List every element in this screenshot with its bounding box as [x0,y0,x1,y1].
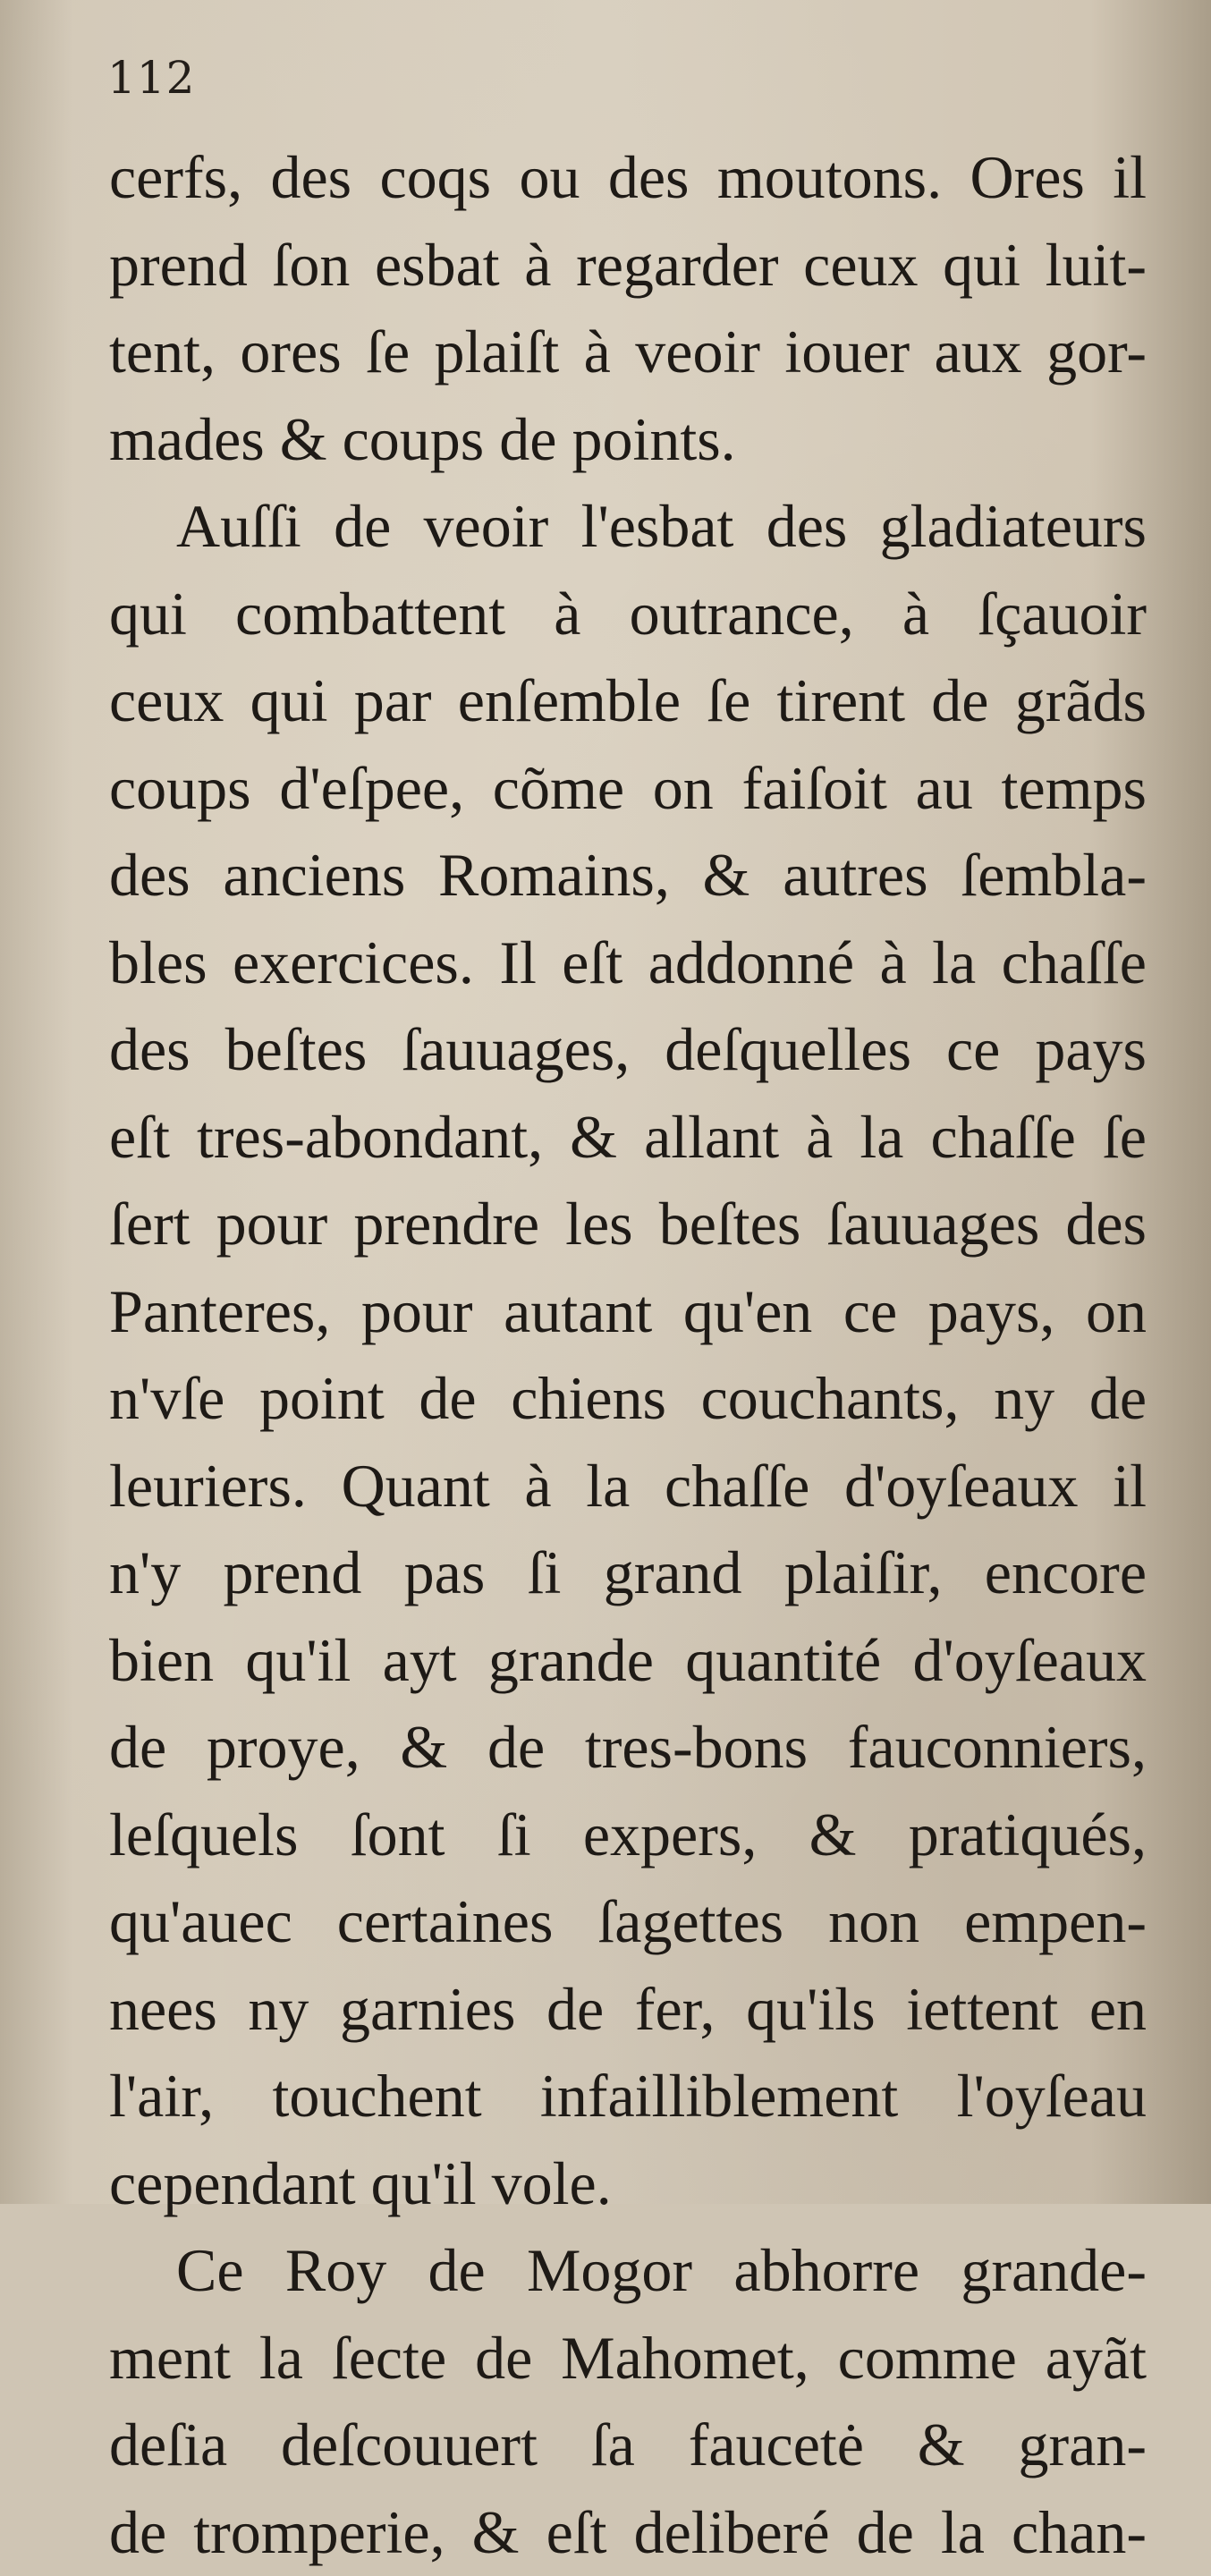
text-line: leuriers. Quant à la chaſſe d'oyſeaux il [109,1443,1147,1530]
text-line: coups d'eſpee, cõme on faiſoit au temps [109,745,1147,833]
text-line: eſt tres-abondant, & allant à la chaſſe ſe [109,1094,1147,1182]
text-line: n'vſe point de chiens couchants, ny de [109,1355,1147,1443]
paragraph [109,134,1147,483]
text-line: des anciens Romains, & autres ſembla- [109,832,1147,919]
text-line: des beſtes ſauuages, deſquelles ce pays [109,1006,1147,1094]
text-line: mades & coups de points. [109,396,1147,484]
paragraph [109,2227,1147,2576]
text-line: Auſſi de veoir l'esbat des gladiateurs [109,483,1147,571]
text-line: bles exercices. Il eſt addonné à la chaſſe [109,919,1147,1007]
text-line: deſia deſcouuert ſa faucetė & gran- [109,2402,1147,2489]
text-line: prend ſon esbat à regarder ceux qui luit- [109,222,1147,309]
paragraph [109,483,1147,2227]
text-line: nees ny garnies de fer, qu'ils iettent en [109,1966,1147,2054]
text-line: ceux qui par enſemble ſe tirent de grãds [109,657,1147,745]
text-line: Panteres, pour autant qu'en ce pays, on [109,1268,1147,1356]
text-line: leſquels ſont ſi expers, & pratiqués, [109,1792,1147,1879]
text-line: de tromperie, & eſt deliberé de la chan- [109,2489,1147,2576]
page-text [109,134,1147,2576]
text-line: bien qu'il ayt grande quantité d'oyſeaux [109,1617,1147,1705]
text-line: ment la ſecte de Mahomet, comme ayãt [109,2315,1147,2402]
page-number: 112 [107,55,195,100]
text-line: cerfs, des coqs ou des moutons. Ores il [109,134,1147,222]
text-line: de proye, & de tres-bons fauconniers, [109,1704,1147,1792]
text-line: Ce Roy de Mogor abhorre grande- [109,2227,1147,2315]
text-line: ſert pour prendre les beſtes ſauuages des [109,1181,1147,1268]
text-line: cependant qu'il vole. [109,2140,1147,2228]
text-line: qui combattent à outrance, à ſçauoir [109,571,1147,658]
text-line: n'y prend pas ſi grand plaiſir, encore [109,1530,1147,1617]
text-line: tent, ores ſe plaiſt à veoir iouer aux gor- [109,309,1147,396]
text-line: l'air, touchent infailliblement l'oyſeau [109,2053,1147,2140]
text-line: qu'auec certaines ſagettes non empen- [109,1878,1147,1966]
